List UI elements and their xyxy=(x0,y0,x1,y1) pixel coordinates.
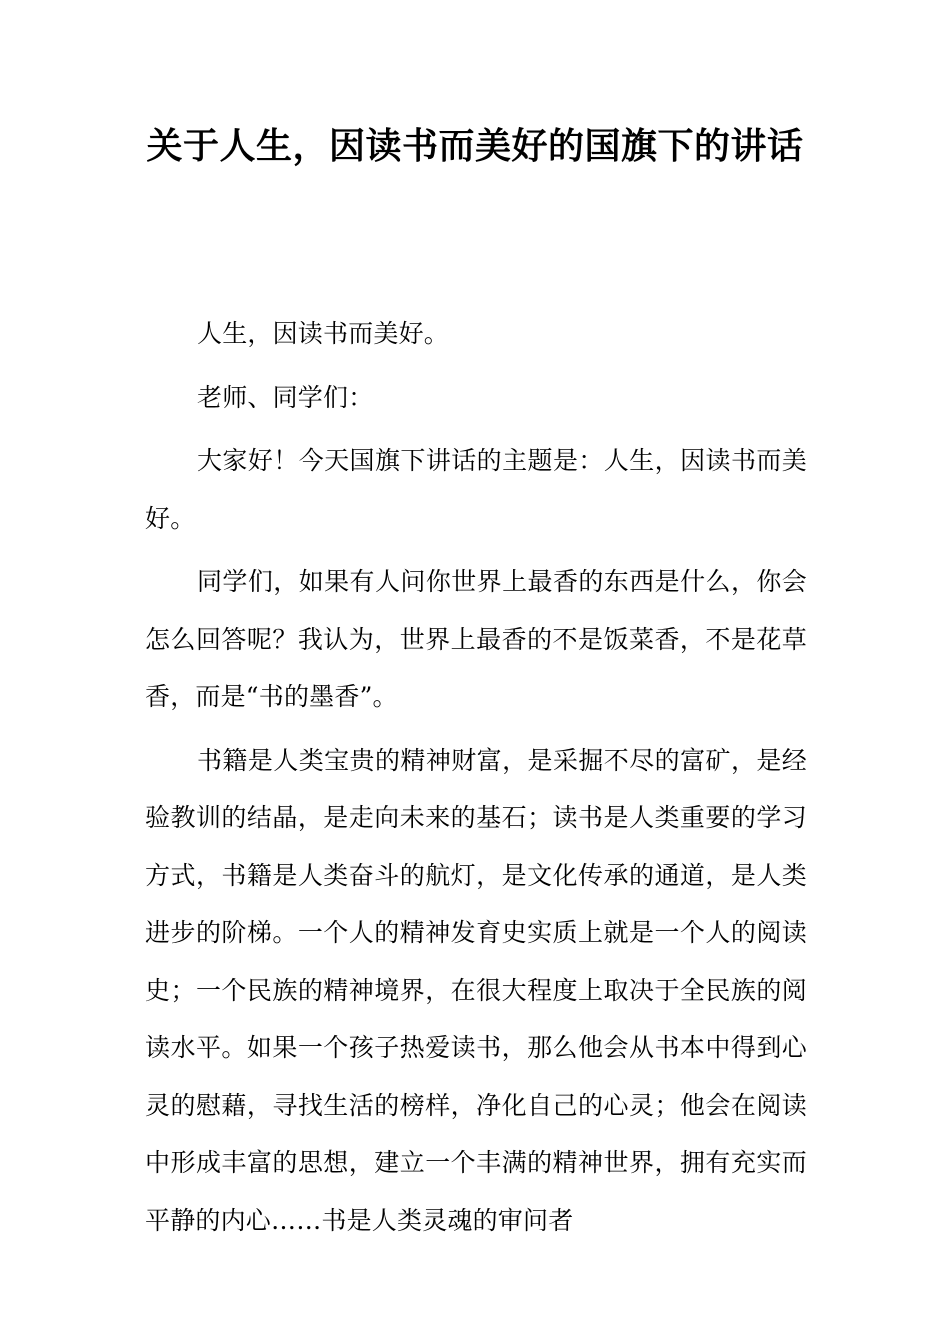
paragraph-greeting: 大家好！今天国旗下讲话的主题是：人生，因读书而美好。 xyxy=(145,446,807,533)
document-title: 关于人生，因读书而美好的国旗下的讲话 xyxy=(146,126,804,167)
paragraph-question: 同学们，如果有人问你世界上最香的东西是什么，你会怎么回答呢？我认为，世界上最香的不是饭菜香，不是花草香，而是“书的墨香”。 xyxy=(145,567,807,711)
paragraph-books-value: 书籍是人类宝贵的精神财富，是采掘不尽的富矿，是经验教训的结晶，是走向未来的基石；读书是人类重要的学习方式，书籍是人类奋斗的航灯，是文化传承的通道，是人类进步的阶梯。一个人的精神发育史实质上就是一个人的阅读史；一个民族的精神境界，在很大程度上取决于全民族的阅读水平。如果一个孩子热爱读书，那么他会从书本中得到心灵的慰藉，寻找生活的榜样，净化自己的心灵；他会在阅读中形成丰富的思想，建立一个丰满的精神世界，拥有充实而平静的内心……书是人类灵魂的审问者 xyxy=(145,745,807,1235)
document-body xyxy=(145,305,807,1255)
paragraph-salutation: 老师、同学们： xyxy=(197,382,374,412)
paragraph-opening-line: 人生，因读书而美好。 xyxy=(197,319,450,348)
